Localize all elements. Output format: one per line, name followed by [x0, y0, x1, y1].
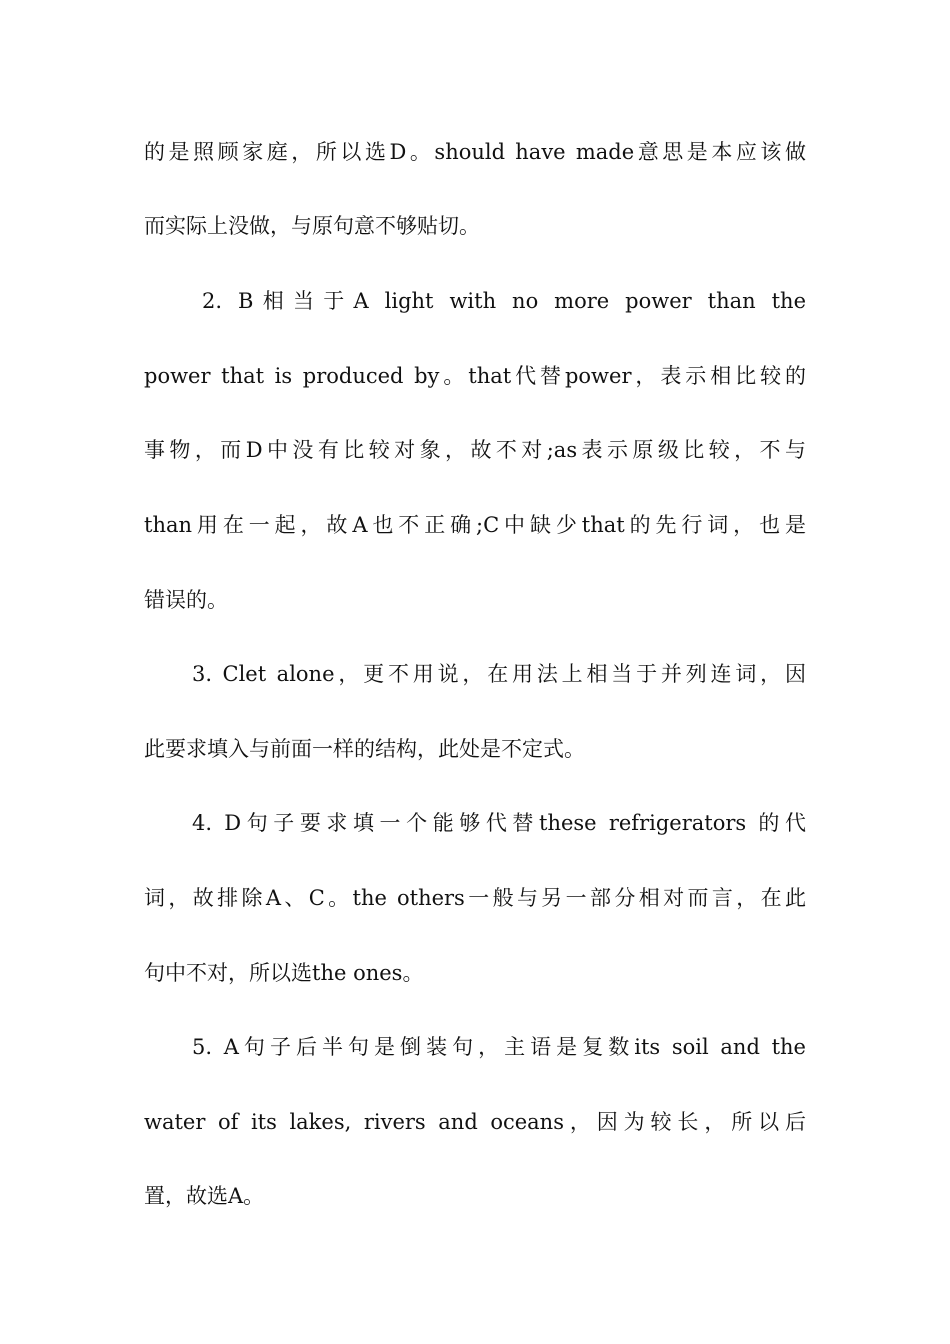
text-line-14: water of its lakes, rivers and oceans，因为较长，所以后 — [144, 1110, 806, 1134]
text-line-6: than用在一起，故A也不正确;C中缺少that的先行词，也是 — [144, 513, 806, 537]
text-line-9: 此要求填入与前面一样的结构，此处是不定式。 — [144, 737, 585, 761]
text-line-1: 的是照顾家庭，所以选D。should have made意思是本应该做 — [144, 140, 806, 164]
text-line-12: 句中不对，所以选the ones。 — [144, 961, 424, 985]
text-line-10: 4. D句子要求填一个能够代替these refrigerators 的代 — [192, 811, 806, 835]
text-line-3: 2. B相当于A light with no more power than the — [202, 289, 806, 313]
text-line-4: power that is produced by。that代替power，表示相比较的 — [144, 364, 806, 388]
text-line-2: 而实际上没做，与原句意不够贴切。 — [144, 214, 480, 238]
text-line-15: 置，故选A。 — [144, 1184, 265, 1208]
text-line-5: 事物，而D中没有比较对象，故不对;as表示原级比较，不与 — [144, 438, 806, 462]
text-line-11: 词，故排除A、C。the others一般与另一部分相对而言，在此 — [144, 886, 806, 910]
text-line-7: 错误的。 — [144, 588, 228, 612]
text-line-8: 3. Clet alone，更不用说，在用法上相当于并列连词，因 — [192, 662, 806, 686]
text-line-13: 5. A句子后半句是倒装句，主语是复数its soil and the — [192, 1035, 806, 1059]
